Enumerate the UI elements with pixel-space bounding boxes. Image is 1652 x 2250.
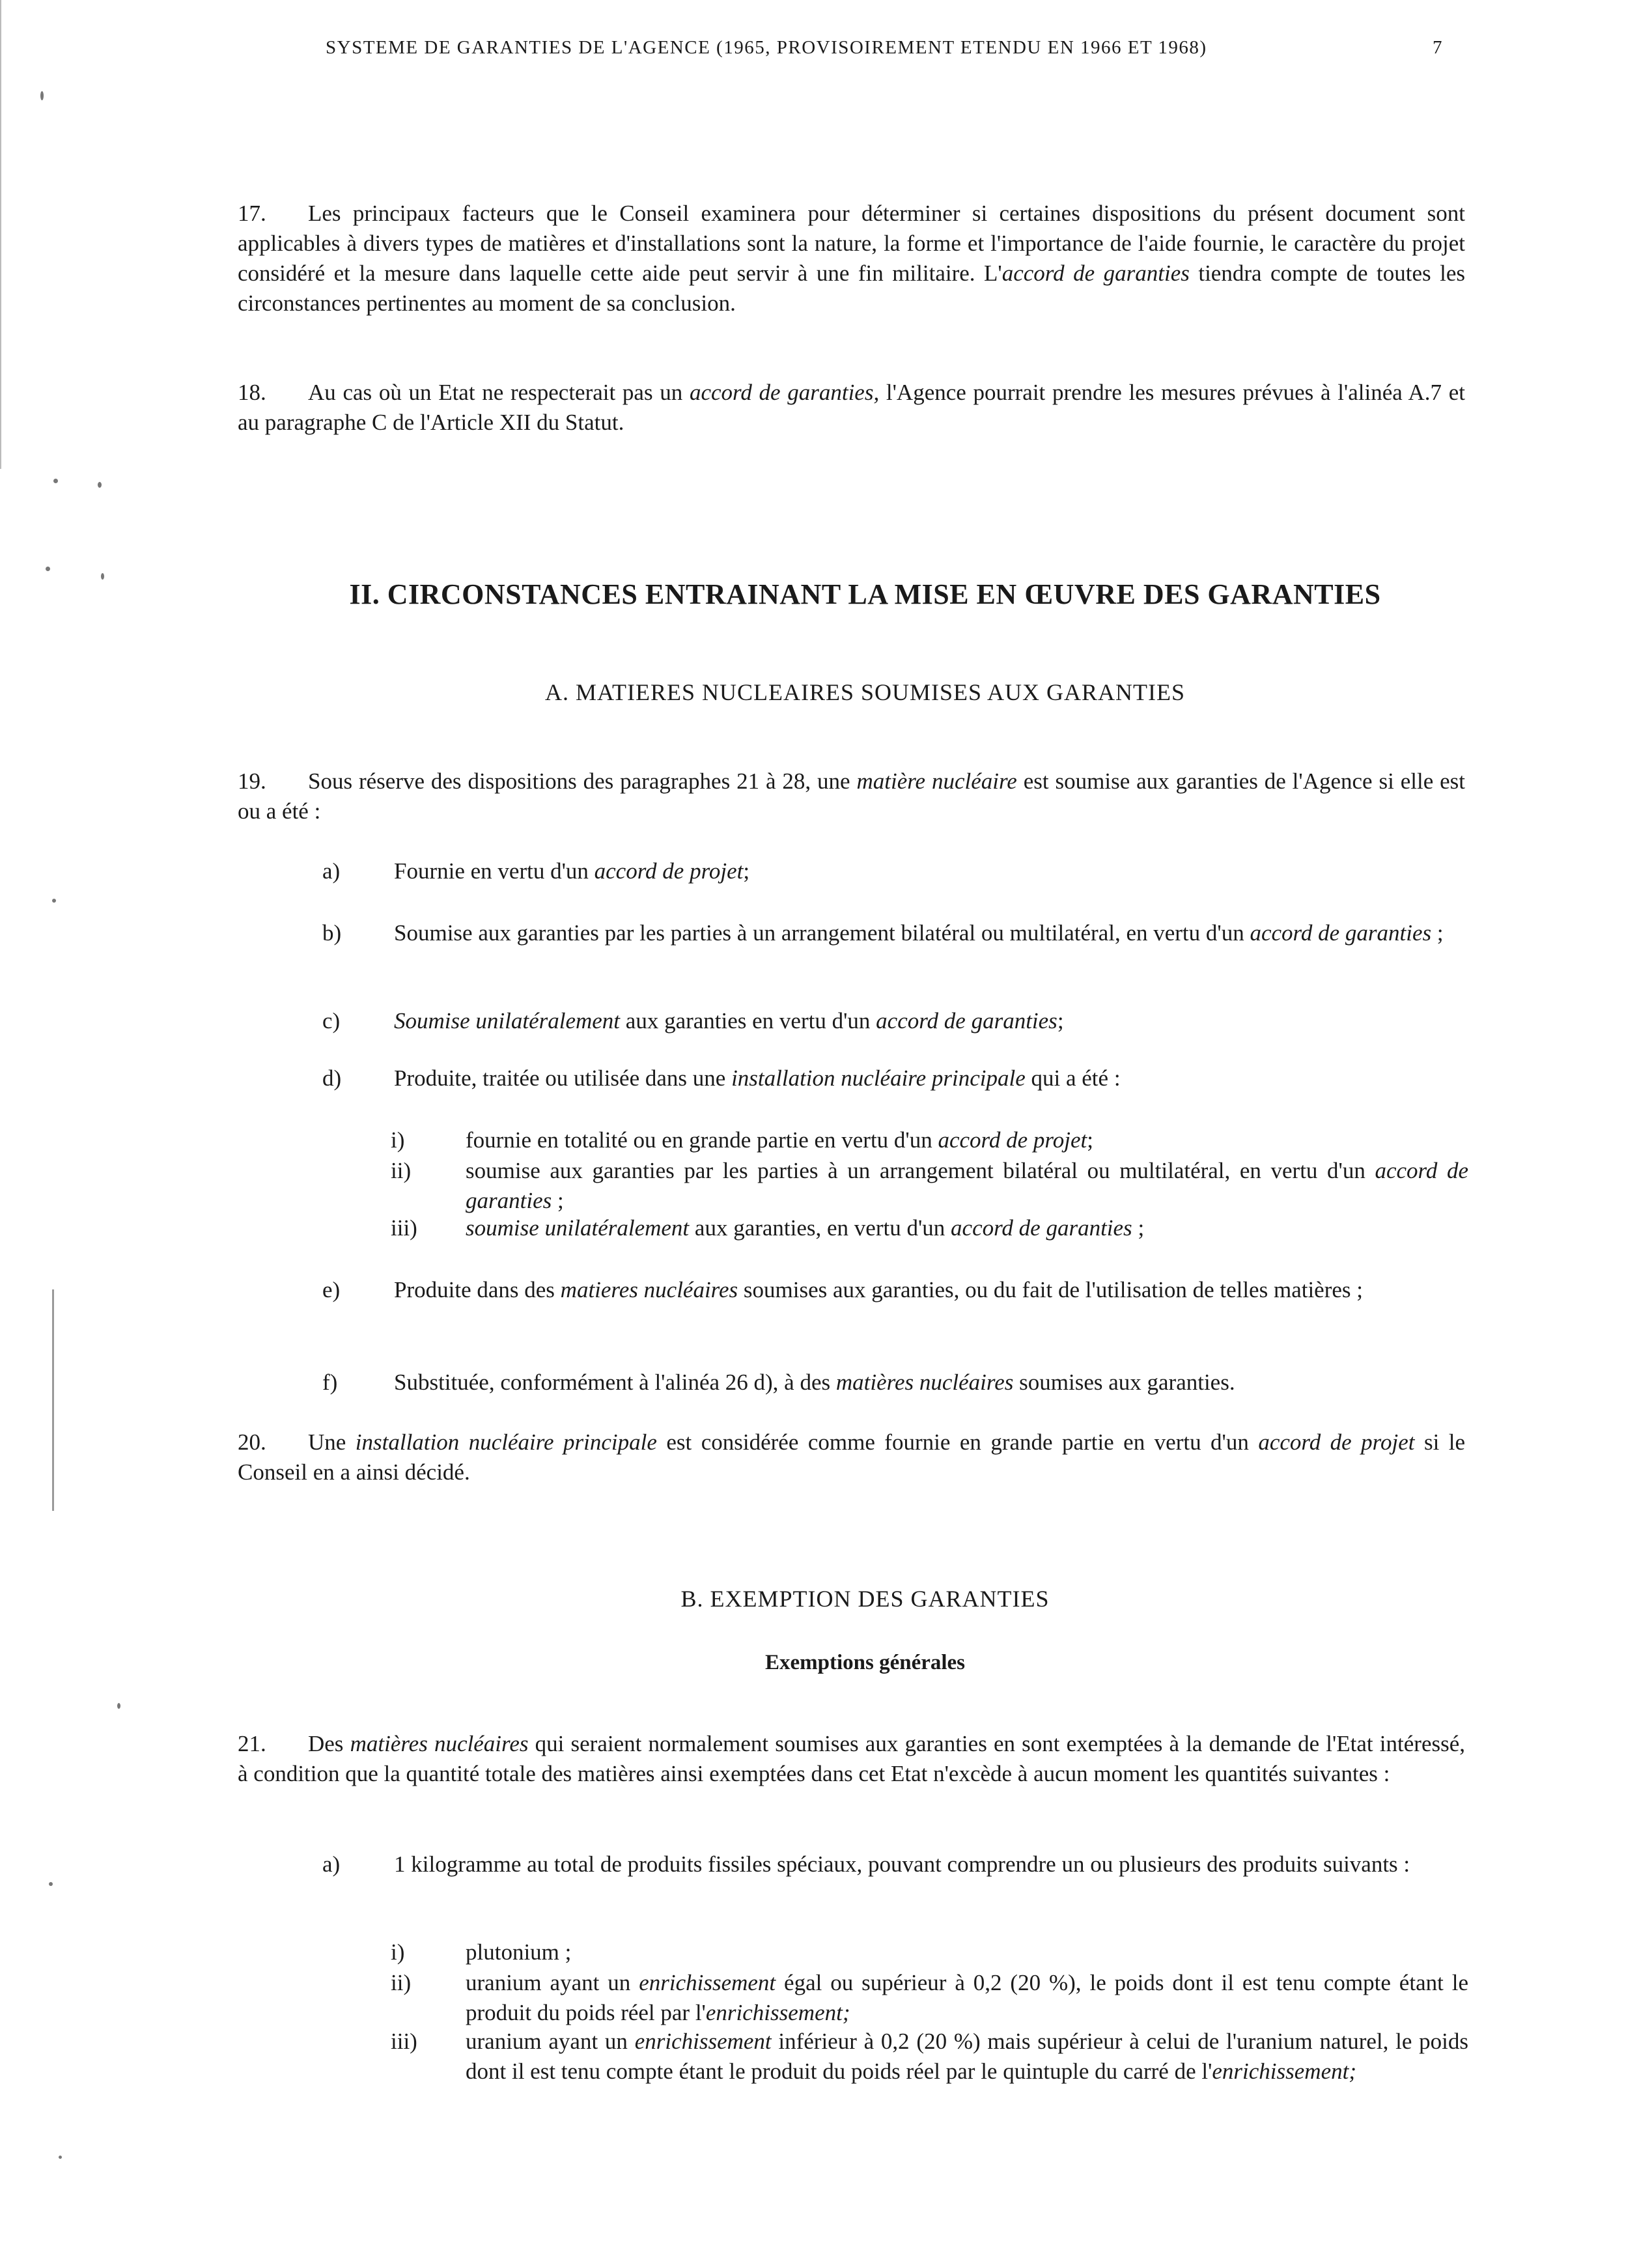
paragraph-18: 18. Au cas où un Etat ne respecterait pas un accord de garanties, l'Agence pourrait prendre les mesures prévues à l'alinéa A.7 et au paragraphe C de l'Article XII du Statut. (238, 378, 1465, 438)
list-item: f) Substituée, conformément à l'alinéa 26 d), à des matières nucléaires soumises aux garanties. (322, 1368, 1468, 1398)
paragraph-17: 17. Les principaux facteurs que le Conseil examinera pour déterminer si certaines dispositions du présent document sont applicables à divers types de matières et d'installations sont la nature, la forme et l'importance de l'aide fournie, le caractère du projet considéré et la mesure dans laquelle cette aide peut servir à une fin militaire. L'accord de garanties tiendra compte de toutes les circonstances pertinentes au moment de sa conclusion. (238, 199, 1465, 318)
defined-term: enrichissement; (705, 2000, 850, 2025)
item-marker: a) (322, 1851, 341, 1877)
paragraph-number: 19. (238, 768, 266, 794)
sub-list-item: iii) soumise unilatéralement aux garanties, en vertu d'un accord de garanties ; (391, 1213, 1468, 1243)
running-header: SYSTEME DE GARANTIES DE L'AGENCE (1965, PROVISOIREMENT ETENDU EN 1966 ET 1968) (326, 37, 1207, 58)
scan-speck (59, 2156, 62, 2159)
sub-list-item: iii) uranium ayant un enrichissement inférieur à 0,2 (20 %) mais supérieur à celui de l'uranium naturel, le poids dont il est tenu compte étant le produit du poids réel par le quintuple du carré de l'enrichissement; (391, 2027, 1468, 2087)
paragraph-number: 17. (238, 201, 266, 226)
sub-list-item: i) fournie en totalité ou en grande partie en vertu d'un accord de projet; (391, 1125, 1468, 1155)
list-item: a) 1 kilogramme au total de produits fissiles spéciaux, pouvant comprendre un ou plusieurs des produits suivants : (322, 1849, 1468, 1879)
scan-speck (52, 899, 56, 903)
paragraph-19: 19. Sous réserve des dispositions des paragraphes 21 à 28, une matière nucléaire est soumise aux garanties de l'Agence si elle est ou a été : (238, 766, 1465, 826)
list-item: b) Soumise aux garanties par les parties à un arrangement bilatéral ou multilatéral, en vertu d'un accord de garanties ; (322, 918, 1468, 948)
item-marker: iii) (391, 2029, 417, 2054)
scan-speck (98, 482, 102, 488)
defined-term: enrichissement (634, 2029, 772, 2054)
item-marker: ii) (391, 1970, 412, 1995)
defined-term: installation nucléaire principale (355, 1429, 657, 1455)
defined-term: accord de garanties (951, 1215, 1132, 1241)
scan-speck (46, 567, 50, 571)
scan-speck (40, 91, 44, 100)
paragraph-number: 18. (238, 380, 266, 405)
scan-speck (49, 1882, 53, 1886)
defined-term: matières nucléaires (835, 1370, 1014, 1395)
defined-term: matière nucléaire (856, 768, 1017, 794)
paragraph-21: 21. Des matières nucléaires qui seraient normalement soumises aux garanties en sont exemptées à la demande de l'Etat intéressé, à condition que la quantité totale des matières ainsi exemptées dans cet Etat n'excède à aucun moment les quantités suivantes : (238, 1729, 1465, 1789)
item-marker: f) (322, 1370, 338, 1395)
list-item: d) Produite, traitée ou utilisée dans une installation nucléaire principale qui a été : (322, 1063, 1468, 1093)
defined-term: accord de garanties (1001, 260, 1190, 286)
defined-term: soumise unilatéralement (466, 1215, 690, 1241)
list-item: a) Fournie en vertu d'un accord de projet; (322, 856, 1468, 886)
item-marker: i) (391, 1939, 405, 1965)
defined-term: accord de garanties (1250, 920, 1432, 946)
defined-term: installation nucléaire principale (731, 1065, 1026, 1091)
paragraph-number: 21. (238, 1731, 266, 1756)
paragraph-20: 20. Une installation nucléaire principale est considérée comme fournie en grande partie en vertu d'un accord de projet si le Conseil en a ainsi décidé. (238, 1427, 1465, 1487)
scan-speck (53, 479, 58, 483)
defined-term: accord de projet (938, 1127, 1087, 1153)
subsection-title: A. MATIERES NUCLEAIRES SOUMISES AUX GARANTIES (544, 679, 1186, 705)
scan-speck (101, 573, 104, 580)
subsection-title: B. EXEMPTION DES GARANTIES (680, 1586, 1050, 1612)
defined-term: Soumise unilatéralement (394, 1008, 621, 1034)
defined-term: enrichissement (639, 1970, 776, 1995)
scan-edge-mark (0, 0, 1, 469)
defined-term: accord de garanties, (689, 380, 880, 405)
item-marker: ii) (391, 1158, 412, 1183)
defined-term: accord de projet (594, 858, 744, 884)
subsection-heading: Exemptions générales (764, 1651, 966, 1674)
list-item: e) Produite dans des matieres nucléaires soumises aux garanties, ou du fait de l'utilisation de telles matières ; (322, 1275, 1468, 1305)
defined-term: accord de garanties (876, 1008, 1057, 1034)
item-marker: b) (322, 920, 342, 946)
defined-term: accord de projet (1258, 1429, 1415, 1455)
item-marker: a) (322, 858, 341, 884)
item-marker: d) (322, 1065, 342, 1091)
defined-term: matieres nucléaires (560, 1277, 738, 1302)
item-marker: i) (391, 1127, 405, 1153)
defined-term: enrichissement; (1212, 2059, 1356, 2084)
section-title: II. CIRCONSTANCES ENTRAINANT LA MISE EN ŒUVRE DES GARANTIES (349, 578, 1381, 610)
item-marker: e) (322, 1277, 341, 1302)
list-item: c) Soumise unilatéralement aux garanties en vertu d'un accord de garanties; (322, 1006, 1468, 1036)
sub-list-item: ii) soumise aux garanties par les parties à un arrangement bilatéral ou multilatéral, en vertu d'un accord de garanties ; (391, 1156, 1468, 1216)
scan-margin-mark (52, 1289, 54, 1511)
paragraph-number: 20. (238, 1429, 266, 1455)
sub-list-item: ii) uranium ayant un enrichissement égal ou supérieur à 0,2 (20 %), le poids dont il est tenu compte étant le produit du poids réel par l'enrichissement; (391, 1968, 1468, 2028)
scan-speck (117, 1703, 120, 1709)
sub-list-item: i) plutonium ; (391, 1937, 1468, 1967)
item-marker: iii) (391, 1215, 417, 1241)
page-number: 7 (1433, 37, 1442, 58)
defined-term: matières nucléaires (350, 1731, 529, 1756)
item-marker: c) (322, 1008, 341, 1034)
defined-term: accord de garanties (466, 1158, 1468, 1213)
